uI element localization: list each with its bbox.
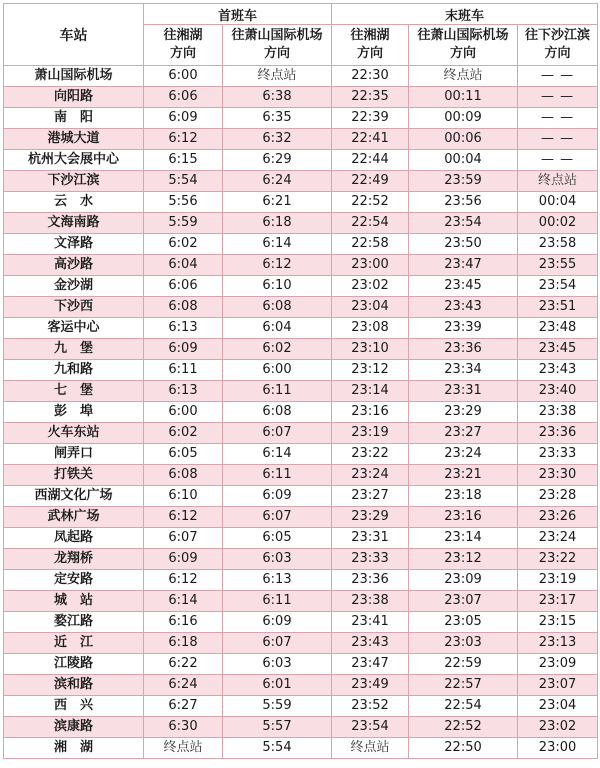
first-to-airport-time: 6:09	[223, 612, 332, 633]
station-name: 下沙江滨	[4, 171, 144, 192]
first-to-airport-time: 5:54	[223, 738, 332, 759]
first-to-xianghu-time: 6:09	[144, 108, 223, 129]
first-to-xianghu-time: 6:11	[144, 360, 223, 381]
last-to-xiasha-time: 23:09	[518, 654, 598, 675]
header-line: 往萧山国际机场	[417, 28, 509, 43]
first-to-airport-time: 6:07	[223, 507, 332, 528]
first-to-airport-time: 5:59	[223, 696, 332, 717]
first-to-xianghu-time: 6:09	[144, 549, 223, 570]
station-name: 向阳路	[4, 87, 144, 108]
first-to-xianghu-time: 6:18	[144, 633, 223, 654]
first-to-airport-time: 6:11	[223, 381, 332, 402]
first-to-airport-time: 6:09	[223, 486, 332, 507]
last-to-xianghu-time: 23:36	[332, 570, 409, 591]
first-to-airport-time: 6:12	[223, 255, 332, 276]
last-to-xianghu-time: 终点站	[332, 738, 409, 759]
station-name: 港城大道	[4, 129, 144, 150]
station-name: 高沙路	[4, 255, 144, 276]
last-to-xiasha-time: 23:04	[518, 696, 598, 717]
last-to-xiasha-time: 23:43	[518, 360, 598, 381]
last-to-xiasha-time: — —	[518, 87, 598, 108]
last-to-airport-time: 22:50	[409, 738, 518, 759]
first-to-xianghu-time: 6:05	[144, 444, 223, 465]
last-to-airport-time: 23:27	[409, 423, 518, 444]
table-row	[4, 402, 598, 423]
last-to-xianghu-time: 22:54	[332, 213, 409, 234]
last-to-airport-time: 23:56	[409, 192, 518, 213]
table-row	[4, 549, 598, 570]
first-to-airport-time: 6:18	[223, 213, 332, 234]
station-name: 萧山国际机场	[4, 66, 144, 87]
last-to-airport-time: 23:05	[409, 612, 518, 633]
first-to-airport-header	[223, 25, 332, 66]
last-to-xianghu-time: 23:33	[332, 549, 409, 570]
station-name: 九和路	[4, 360, 144, 381]
last-to-xiasha-time: 23:28	[518, 486, 598, 507]
last-to-xianghu-time: 23:31	[332, 528, 409, 549]
first-to-airport-time: 6:10	[223, 276, 332, 297]
last-to-xiasha-time: 23:40	[518, 381, 598, 402]
last-to-xiasha-time: — —	[518, 129, 598, 150]
station-name: 九 堡	[4, 339, 144, 360]
station-name: 客运中心	[4, 318, 144, 339]
station-column-header: 车站	[4, 4, 144, 66]
first-to-airport-time: 6:07	[223, 633, 332, 654]
first-to-xianghu-time: 6:00	[144, 66, 223, 87]
first-to-xianghu-time: 6:12	[144, 129, 223, 150]
last-to-airport-header	[409, 25, 518, 66]
first-to-airport-time: 6:35	[223, 108, 332, 129]
table-row	[4, 318, 598, 339]
last-to-airport-time: 23:54	[409, 213, 518, 234]
last-to-airport-time: 23:14	[409, 528, 518, 549]
station-name: 打铁关	[4, 465, 144, 486]
last-to-xiasha-time: 23:19	[518, 570, 598, 591]
last-to-xiasha-time: 00:02	[518, 213, 598, 234]
first-to-xianghu-time: 6:12	[144, 570, 223, 591]
schedule-table	[3, 3, 598, 759]
last-to-xianghu-time: 23:49	[332, 675, 409, 696]
last-to-airport-time: 23:21	[409, 465, 518, 486]
last-to-xianghu-time: 23:19	[332, 423, 409, 444]
last-to-xiasha-time: 23:26	[518, 507, 598, 528]
header-line: 往湘湖	[350, 28, 390, 43]
first-to-xianghu-time: 6:22	[144, 654, 223, 675]
last-to-xianghu-time: 22:35	[332, 87, 409, 108]
first-to-xianghu-header	[144, 25, 223, 66]
last-to-xianghu-time: 23:47	[332, 654, 409, 675]
last-to-xianghu-time: 23:52	[332, 696, 409, 717]
first-to-xianghu-time: 6:12	[144, 507, 223, 528]
table-row	[4, 108, 598, 129]
table-row	[4, 444, 598, 465]
station-name: 云 水	[4, 192, 144, 213]
first-to-xianghu-time: 6:08	[144, 465, 223, 486]
last-to-airport-time: 终点站	[409, 66, 518, 87]
table-row	[4, 423, 598, 444]
station-name: 滨康路	[4, 717, 144, 738]
table-row	[4, 528, 598, 549]
last-to-xianghu-time: 23:38	[332, 591, 409, 612]
table-row	[4, 234, 598, 255]
last-to-airport-time: 23:43	[409, 297, 518, 318]
table-row	[4, 213, 598, 234]
last-to-xianghu-time: 22:39	[332, 108, 409, 129]
station-name: 定安路	[4, 570, 144, 591]
header-line: 方向	[264, 46, 291, 61]
table-row	[4, 738, 598, 759]
first-to-airport-time: 6:32	[223, 129, 332, 150]
first-to-airport-time: 6:04	[223, 318, 332, 339]
first-to-airport-time: 6:07	[223, 423, 332, 444]
last-to-xianghu-time: 23:02	[332, 276, 409, 297]
first-to-airport-time: 6:11	[223, 465, 332, 486]
last-to-xianghu-time: 23:04	[332, 297, 409, 318]
station-name: 龙翔桥	[4, 549, 144, 570]
last-to-airport-time: 23:36	[409, 339, 518, 360]
table-row	[4, 717, 598, 738]
last-train-header: 末班车	[332, 4, 598, 25]
table-row	[4, 129, 598, 150]
last-to-xiasha-time: — —	[518, 66, 598, 87]
first-to-airport-time: 6:03	[223, 654, 332, 675]
last-to-xianghu-time: 23:00	[332, 255, 409, 276]
table-row	[4, 612, 598, 633]
station-name: 近 江	[4, 633, 144, 654]
last-to-xianghu-time: 23:08	[332, 318, 409, 339]
last-to-airport-time: 00:09	[409, 108, 518, 129]
header-line: 往湘湖	[163, 28, 203, 43]
last-to-xiasha-time: 23:24	[518, 528, 598, 549]
first-to-xianghu-time: 5:59	[144, 213, 223, 234]
first-to-airport-time: 6:14	[223, 444, 332, 465]
last-to-airport-time: 23:50	[409, 234, 518, 255]
table-row	[4, 570, 598, 591]
last-to-xiasha-time: 23:58	[518, 234, 598, 255]
last-to-xianghu-time: 23:41	[332, 612, 409, 633]
first-to-xianghu-time: 6:30	[144, 717, 223, 738]
header-line: 往下沙江滨	[525, 28, 591, 43]
last-to-airport-time: 23:45	[409, 276, 518, 297]
last-to-xiasha-time: — —	[518, 150, 598, 171]
station-name: 江陵路	[4, 654, 144, 675]
station-name: 西 兴	[4, 696, 144, 717]
last-to-xianghu-time: 23:54	[332, 717, 409, 738]
first-to-xianghu-time: 6:14	[144, 591, 223, 612]
last-to-xianghu-time: 23:14	[332, 381, 409, 402]
table-row	[4, 654, 598, 675]
last-to-airport-time: 23:39	[409, 318, 518, 339]
first-to-airport-time: 6:11	[223, 591, 332, 612]
last-to-airport-time: 23:34	[409, 360, 518, 381]
last-to-xianghu-header	[332, 25, 409, 66]
station-name: 城 站	[4, 591, 144, 612]
first-to-airport-time: 6:38	[223, 87, 332, 108]
table-row	[4, 360, 598, 381]
first-train-header: 首班车	[144, 4, 332, 25]
table-row	[4, 696, 598, 717]
table-row	[4, 465, 598, 486]
last-to-xianghu-time: 22:44	[332, 150, 409, 171]
header-line: 方向	[450, 46, 477, 61]
last-to-xianghu-time: 23:16	[332, 402, 409, 423]
first-to-xianghu-time: 6:06	[144, 87, 223, 108]
last-to-xiasha-time: 23:38	[518, 402, 598, 423]
last-to-airport-time: 00:04	[409, 150, 518, 171]
first-to-xianghu-time: 6:13	[144, 381, 223, 402]
table-row	[4, 507, 598, 528]
first-to-xianghu-time: 6:10	[144, 486, 223, 507]
last-to-xianghu-time: 22:41	[332, 129, 409, 150]
last-to-airport-time: 23:18	[409, 486, 518, 507]
table-row	[4, 339, 598, 360]
first-to-xianghu-time: 6:27	[144, 696, 223, 717]
first-to-airport-time: 6:03	[223, 549, 332, 570]
last-to-airport-time: 23:07	[409, 591, 518, 612]
last-to-xiasha-time: 23:45	[518, 339, 598, 360]
last-to-xiasha-time: 23:36	[518, 423, 598, 444]
last-to-airport-time: 23:29	[409, 402, 518, 423]
last-to-xiasha-time: 23:51	[518, 297, 598, 318]
last-to-xianghu-time: 23:10	[332, 339, 409, 360]
station-name: 金沙湖	[4, 276, 144, 297]
table-row	[4, 66, 598, 87]
table-row	[4, 87, 598, 108]
last-to-airport-time: 23:09	[409, 570, 518, 591]
last-to-airport-time: 23:59	[409, 171, 518, 192]
first-to-xianghu-time: 6:16	[144, 612, 223, 633]
last-to-xiasha-time: 23:30	[518, 465, 598, 486]
table-row	[4, 591, 598, 612]
table-row	[4, 381, 598, 402]
first-to-xianghu-time: 终点站	[144, 738, 223, 759]
station-name: 火车东站	[4, 423, 144, 444]
last-to-xiasha-time: 23:00	[518, 738, 598, 759]
first-to-airport-time: 6:08	[223, 297, 332, 318]
first-to-airport-time: 6:21	[223, 192, 332, 213]
last-to-airport-time: 00:06	[409, 129, 518, 150]
last-to-xiasha-time: 23:22	[518, 549, 598, 570]
last-to-airport-time: 22:57	[409, 675, 518, 696]
station-name: 西湖文化广场	[4, 486, 144, 507]
first-to-airport-time: 终点站	[223, 66, 332, 87]
station-name: 文泽路	[4, 234, 144, 255]
table-row	[4, 276, 598, 297]
first-to-xianghu-time: 6:06	[144, 276, 223, 297]
first-to-xianghu-time: 6:15	[144, 150, 223, 171]
last-to-airport-time: 23:47	[409, 255, 518, 276]
table-row	[4, 633, 598, 654]
last-to-xiasha-time: 23:54	[518, 276, 598, 297]
last-to-xiasha-time: 23:13	[518, 633, 598, 654]
first-to-xianghu-time: 5:56	[144, 192, 223, 213]
last-to-xiasha-time: 23:15	[518, 612, 598, 633]
last-to-xiasha-time: 23:17	[518, 591, 598, 612]
last-to-airport-time: 23:16	[409, 507, 518, 528]
station-name: 武林广场	[4, 507, 144, 528]
table-row	[4, 255, 598, 276]
last-to-xianghu-time: 23:27	[332, 486, 409, 507]
header-line: 方向	[357, 46, 384, 61]
last-to-airport-time: 00:11	[409, 87, 518, 108]
first-to-xianghu-time: 6:13	[144, 318, 223, 339]
station-name: 下沙西	[4, 297, 144, 318]
header-line: 方向	[169, 46, 196, 61]
station-name: 南 阳	[4, 108, 144, 129]
last-to-xiasha-time: 23:55	[518, 255, 598, 276]
table-row	[4, 192, 598, 213]
last-to-xianghu-time: 22:58	[332, 234, 409, 255]
first-to-airport-time: 6:13	[223, 570, 332, 591]
first-to-airport-time: 6:01	[223, 675, 332, 696]
station-name: 婺江路	[4, 612, 144, 633]
last-to-airport-time: 23:03	[409, 633, 518, 654]
last-to-xiasha-time: 23:02	[518, 717, 598, 738]
first-to-xianghu-time: 6:24	[144, 675, 223, 696]
table-row	[4, 150, 598, 171]
station-name: 七 堡	[4, 381, 144, 402]
last-to-airport-time: 23:12	[409, 549, 518, 570]
last-to-xianghu-time: 22:30	[332, 66, 409, 87]
first-to-airport-time: 6:29	[223, 150, 332, 171]
last-to-xiasha-header	[518, 25, 598, 66]
station-name: 湘 湖	[4, 738, 144, 759]
first-to-xianghu-time: 6:02	[144, 234, 223, 255]
last-to-airport-time: 22:52	[409, 717, 518, 738]
first-to-airport-time: 6:14	[223, 234, 332, 255]
first-to-airport-time: 6:08	[223, 402, 332, 423]
first-to-xianghu-time: 6:08	[144, 297, 223, 318]
table-row	[4, 486, 598, 507]
schedule-body	[4, 66, 598, 759]
last-to-xianghu-time: 22:49	[332, 171, 409, 192]
first-to-airport-time: 6:00	[223, 360, 332, 381]
first-to-airport-time: 5:57	[223, 717, 332, 738]
station-name: 凤起路	[4, 528, 144, 549]
first-to-xianghu-time: 6:04	[144, 255, 223, 276]
last-to-xiasha-time: 23:48	[518, 318, 598, 339]
first-to-xianghu-time: 6:02	[144, 423, 223, 444]
last-to-airport-time: 23:31	[409, 381, 518, 402]
last-to-xianghu-time: 22:52	[332, 192, 409, 213]
station-name: 杭州大会展中心	[4, 150, 144, 171]
last-to-xiasha-time: — —	[518, 108, 598, 129]
station-name: 文海南路	[4, 213, 144, 234]
table-row	[4, 675, 598, 696]
station-name: 彭 埠	[4, 402, 144, 423]
last-to-airport-time: 22:59	[409, 654, 518, 675]
station-name: 闸弄口	[4, 444, 144, 465]
header-line: 方向	[544, 46, 571, 61]
last-to-xianghu-time: 23:22	[332, 444, 409, 465]
table-row	[4, 297, 598, 318]
last-to-xiasha-time: 23:07	[518, 675, 598, 696]
first-to-xianghu-time: 6:09	[144, 339, 223, 360]
header-line: 往萧山国际机场	[231, 28, 323, 43]
first-to-airport-time: 6:24	[223, 171, 332, 192]
last-to-airport-time: 22:54	[409, 696, 518, 717]
station-name: 滨和路	[4, 675, 144, 696]
last-to-xianghu-time: 23:12	[332, 360, 409, 381]
last-to-xiasha-time: 23:33	[518, 444, 598, 465]
last-to-xiasha-time: 00:04	[518, 192, 598, 213]
last-to-xianghu-time: 23:29	[332, 507, 409, 528]
last-to-xianghu-time: 23:43	[332, 633, 409, 654]
first-to-xianghu-time: 6:07	[144, 528, 223, 549]
table-row	[4, 171, 598, 192]
first-to-xianghu-time: 6:00	[144, 402, 223, 423]
first-to-airport-time: 6:05	[223, 528, 332, 549]
last-to-xianghu-time: 23:24	[332, 465, 409, 486]
last-to-xiasha-time: 终点站	[518, 171, 598, 192]
first-to-airport-time: 6:02	[223, 339, 332, 360]
last-to-airport-time: 23:24	[409, 444, 518, 465]
first-to-xianghu-time: 5:54	[144, 171, 223, 192]
